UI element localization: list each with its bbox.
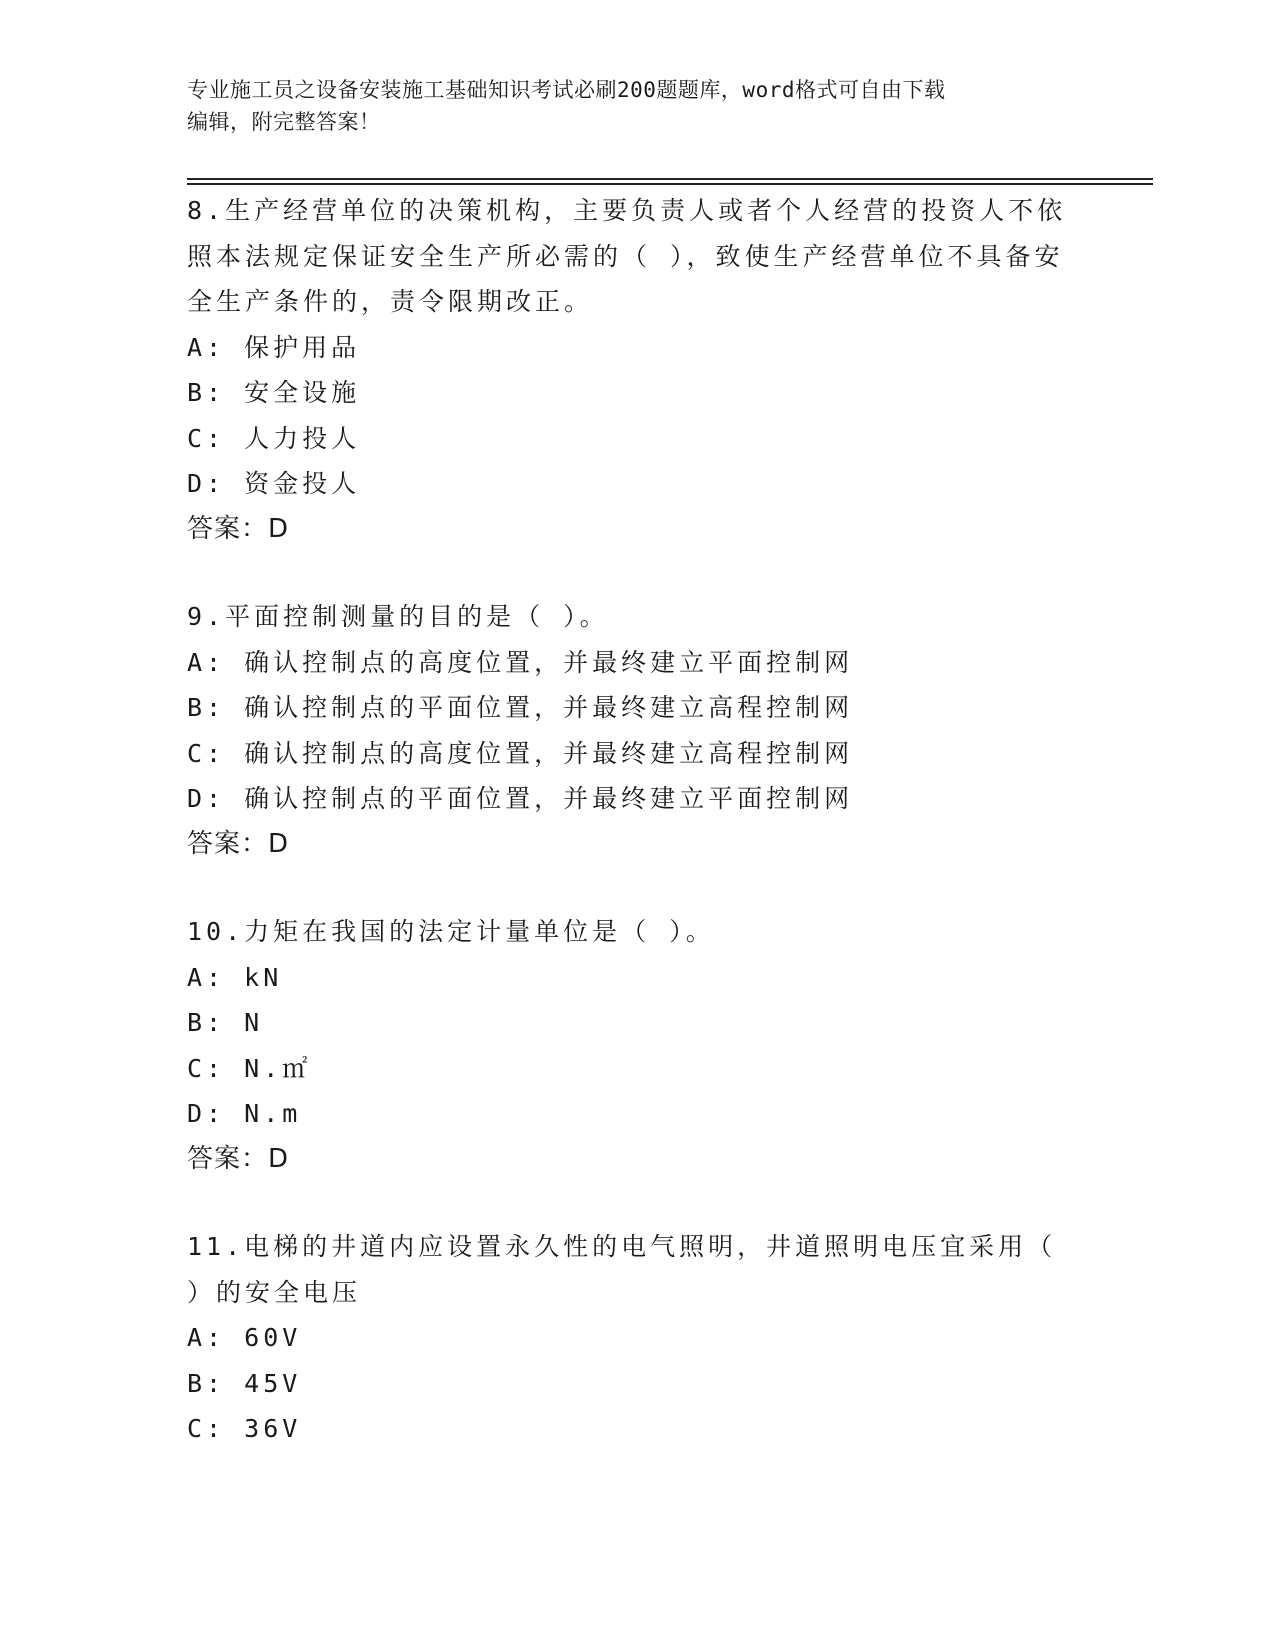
option-b: B: 确认控制点的平面位置，并最终建立高程控制网 [187,693,854,722]
option-a: A: 保护用品 [187,332,361,362]
question-11 [187,1224,1087,1452]
question-10 [187,909,1087,1182]
option-b: B: 安全设施 [187,378,361,407]
answer: 答案：D [187,513,290,544]
question-8 [187,188,1087,552]
option-d: D: N.m [187,1099,302,1128]
question-stem: 11.电梯的井道内应设置永久性的电气照明，井道照明电压宜采用（ ）的安全电压 [187,1232,1057,1307]
option-a: A: 确认控制点的高度位置，并最终建立平面控制网 [187,647,854,677]
option-b: B: 45V [187,1368,302,1398]
option-d: D: 资金投人 [187,469,361,498]
document-header [187,74,1067,138]
option-c: C: N.㎡ [187,1053,312,1083]
option-c: C: 确认控制点的高度位置，并最终建立高程控制网 [187,738,854,768]
header-line-1: 专业施工员之设备安装施工基础知识考试必刷200题题库，word格式可自由下载 [187,78,946,102]
question-9 [187,594,1087,867]
header-rule-bottom [187,183,1153,185]
answer: 答案：D [187,1143,290,1174]
question-stem: 9.平面控制测量的目的是（ ）。 [187,602,609,631]
header-rule-top [187,178,1153,180]
option-a: A: kN [187,962,283,992]
option-b: B: N [187,1008,264,1037]
option-a: A: 60V [187,1323,302,1352]
question-stem: 10.力矩在我国的法定计量单位是（ ）。 [187,917,715,946]
question-list [187,188,1087,1494]
option-c: C: 人力投人 [187,423,361,453]
question-stem: 8.生产经营单位的决策机构，主要负责人或者个人经营的投资人不依照本法规定保证安全生产所必需的（ ），致使生产经营单位不具备安全生产条件的，责令限期改正。 [187,196,1067,316]
header-line-2: 编辑，附完整答案！ [187,110,381,134]
option-d: D: 确认控制点的平面位置，并最终建立平面控制网 [187,784,854,813]
option-c: C: 36V [187,1414,302,1443]
answer: 答案：D [187,828,290,859]
